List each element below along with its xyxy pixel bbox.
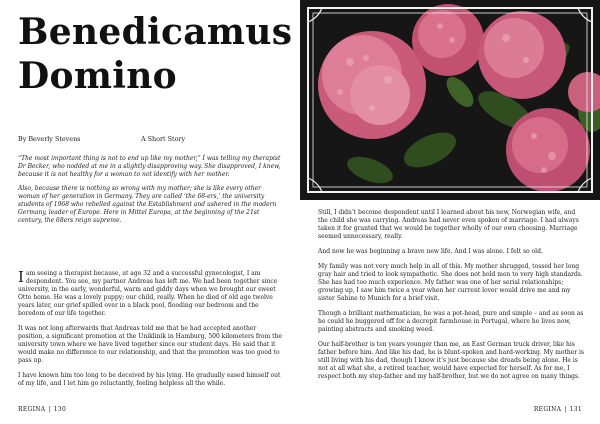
page-number: 131 [569, 406, 582, 413]
hydrangea-image [300, 0, 600, 200]
magazine-name: REGINA [533, 406, 562, 413]
folio-left [18, 406, 66, 413]
hydrangea-photo [300, 0, 600, 200]
title-line-1: Benedicamus [18, 11, 293, 53]
body-paragraph: It was not long afterwards that Andreas told me that he had accepted another position, a significant promotion at the Uniklinik in Hamburg, 500 kilometers from the university town where we have lived together since our student days. He said that it would make no difference to our relationship, and that the promotion was too good to pass up. [18, 325, 282, 364]
body-paragraph: My family was not very much help in all of this. My mother shrugged, tossed her long gray hair and tried to look sympathetic. She does not hold men to very high standards. She has had too much experience. My father was one of her serial relationships; growing up, I saw him twice a year when her current lover would drive me and my sister Sabine to Munich for a brief visit. [318, 263, 583, 302]
page-number: 130 [53, 406, 67, 413]
first-paragraph-text: am seeing a therapist because, at age 32 and a successful gynecologist, I am despondent. You see, my partner Andreas has left me. We had been together since university, in the early, wonderful, warm and giddy days when we brought our sweet Otto home. He was a lovely puppy; our child, really. When he died of old age twelve years later, our grief spilled over in a black pool, flooding our bedroom and the boredom of our life together. [18, 270, 278, 317]
body-text-left [18, 270, 284, 395]
body-paragraph: Our half-brother is ten years younger than me, an East German truck driver, like his father before him. And like his dad, he is blunt-spoken and hard-working. My mother is still living with his dad, though I know it’s just because she dreads being alone. He is not at all what she, a retired teacher, would have expected for herself. As for me, I respect both my step-father and my half-brother, but we do not agree on many things. [318, 341, 585, 380]
body-text-right [318, 209, 586, 388]
body-paragraph: And now he was beginning a brave new life. And I was alone. I felt so old. [318, 248, 543, 255]
article-kind: A Short Story [141, 135, 186, 143]
intro-paragraph: Also, because there is nothing so wrong with my mother; she is like every other woman of her generation in Germany. They are called ‘the 68-ers,’ the university students of 1968 who rebelled against the Establishment and ushered in the modern Germany, leader of Europe. Here in Mittel Europa, at the beginning of the 21st century, the 68ers reign supreme. [18, 185, 277, 224]
body-paragraph: Still, I didn’t become despondent until I learned about his new, Norwegian wife, and the child she was carrying. Andreas had never even spoken of marriage. I had always taken it for granted that we would be together wholly of our own choosing. Marriage seemed unnecessary, really. [318, 209, 579, 240]
folio-right [534, 406, 582, 413]
magazine-name: REGINA [18, 406, 46, 413]
drop-cap: I [18, 268, 24, 286]
title-line-2: Domino [18, 55, 177, 97]
right-page [300, 0, 600, 424]
body-paragraph: I have known him too long to be deceived by his lying. He gradually eased himself out of my life, and I let him go reluctantly, feeling helpless all the while. [18, 372, 281, 387]
body-paragraph: Though a brilliant mathematician, he was a pot-head, pure and simple – and as soon as he could he buggered off for a decrepit farmhouse in Portugal, where he lives now, painting abstracts and smoking weed. [318, 310, 584, 333]
article-title [18, 10, 296, 98]
folio-separator: | [48, 406, 51, 413]
body-paragraph [18, 270, 284, 318]
intro-block [18, 155, 284, 231]
folio-separator: | [564, 406, 567, 413]
author-name: By Beverly Stevens [18, 135, 81, 143]
intro-paragraph: “The most important thing is not to end up like my mother,” I was telling my therapist Dr Becker, who nodded at me in a slightly disapproving way. She disapproved, I knew, because it is not healthy for a woman to not identify with her mother. [18, 155, 281, 178]
